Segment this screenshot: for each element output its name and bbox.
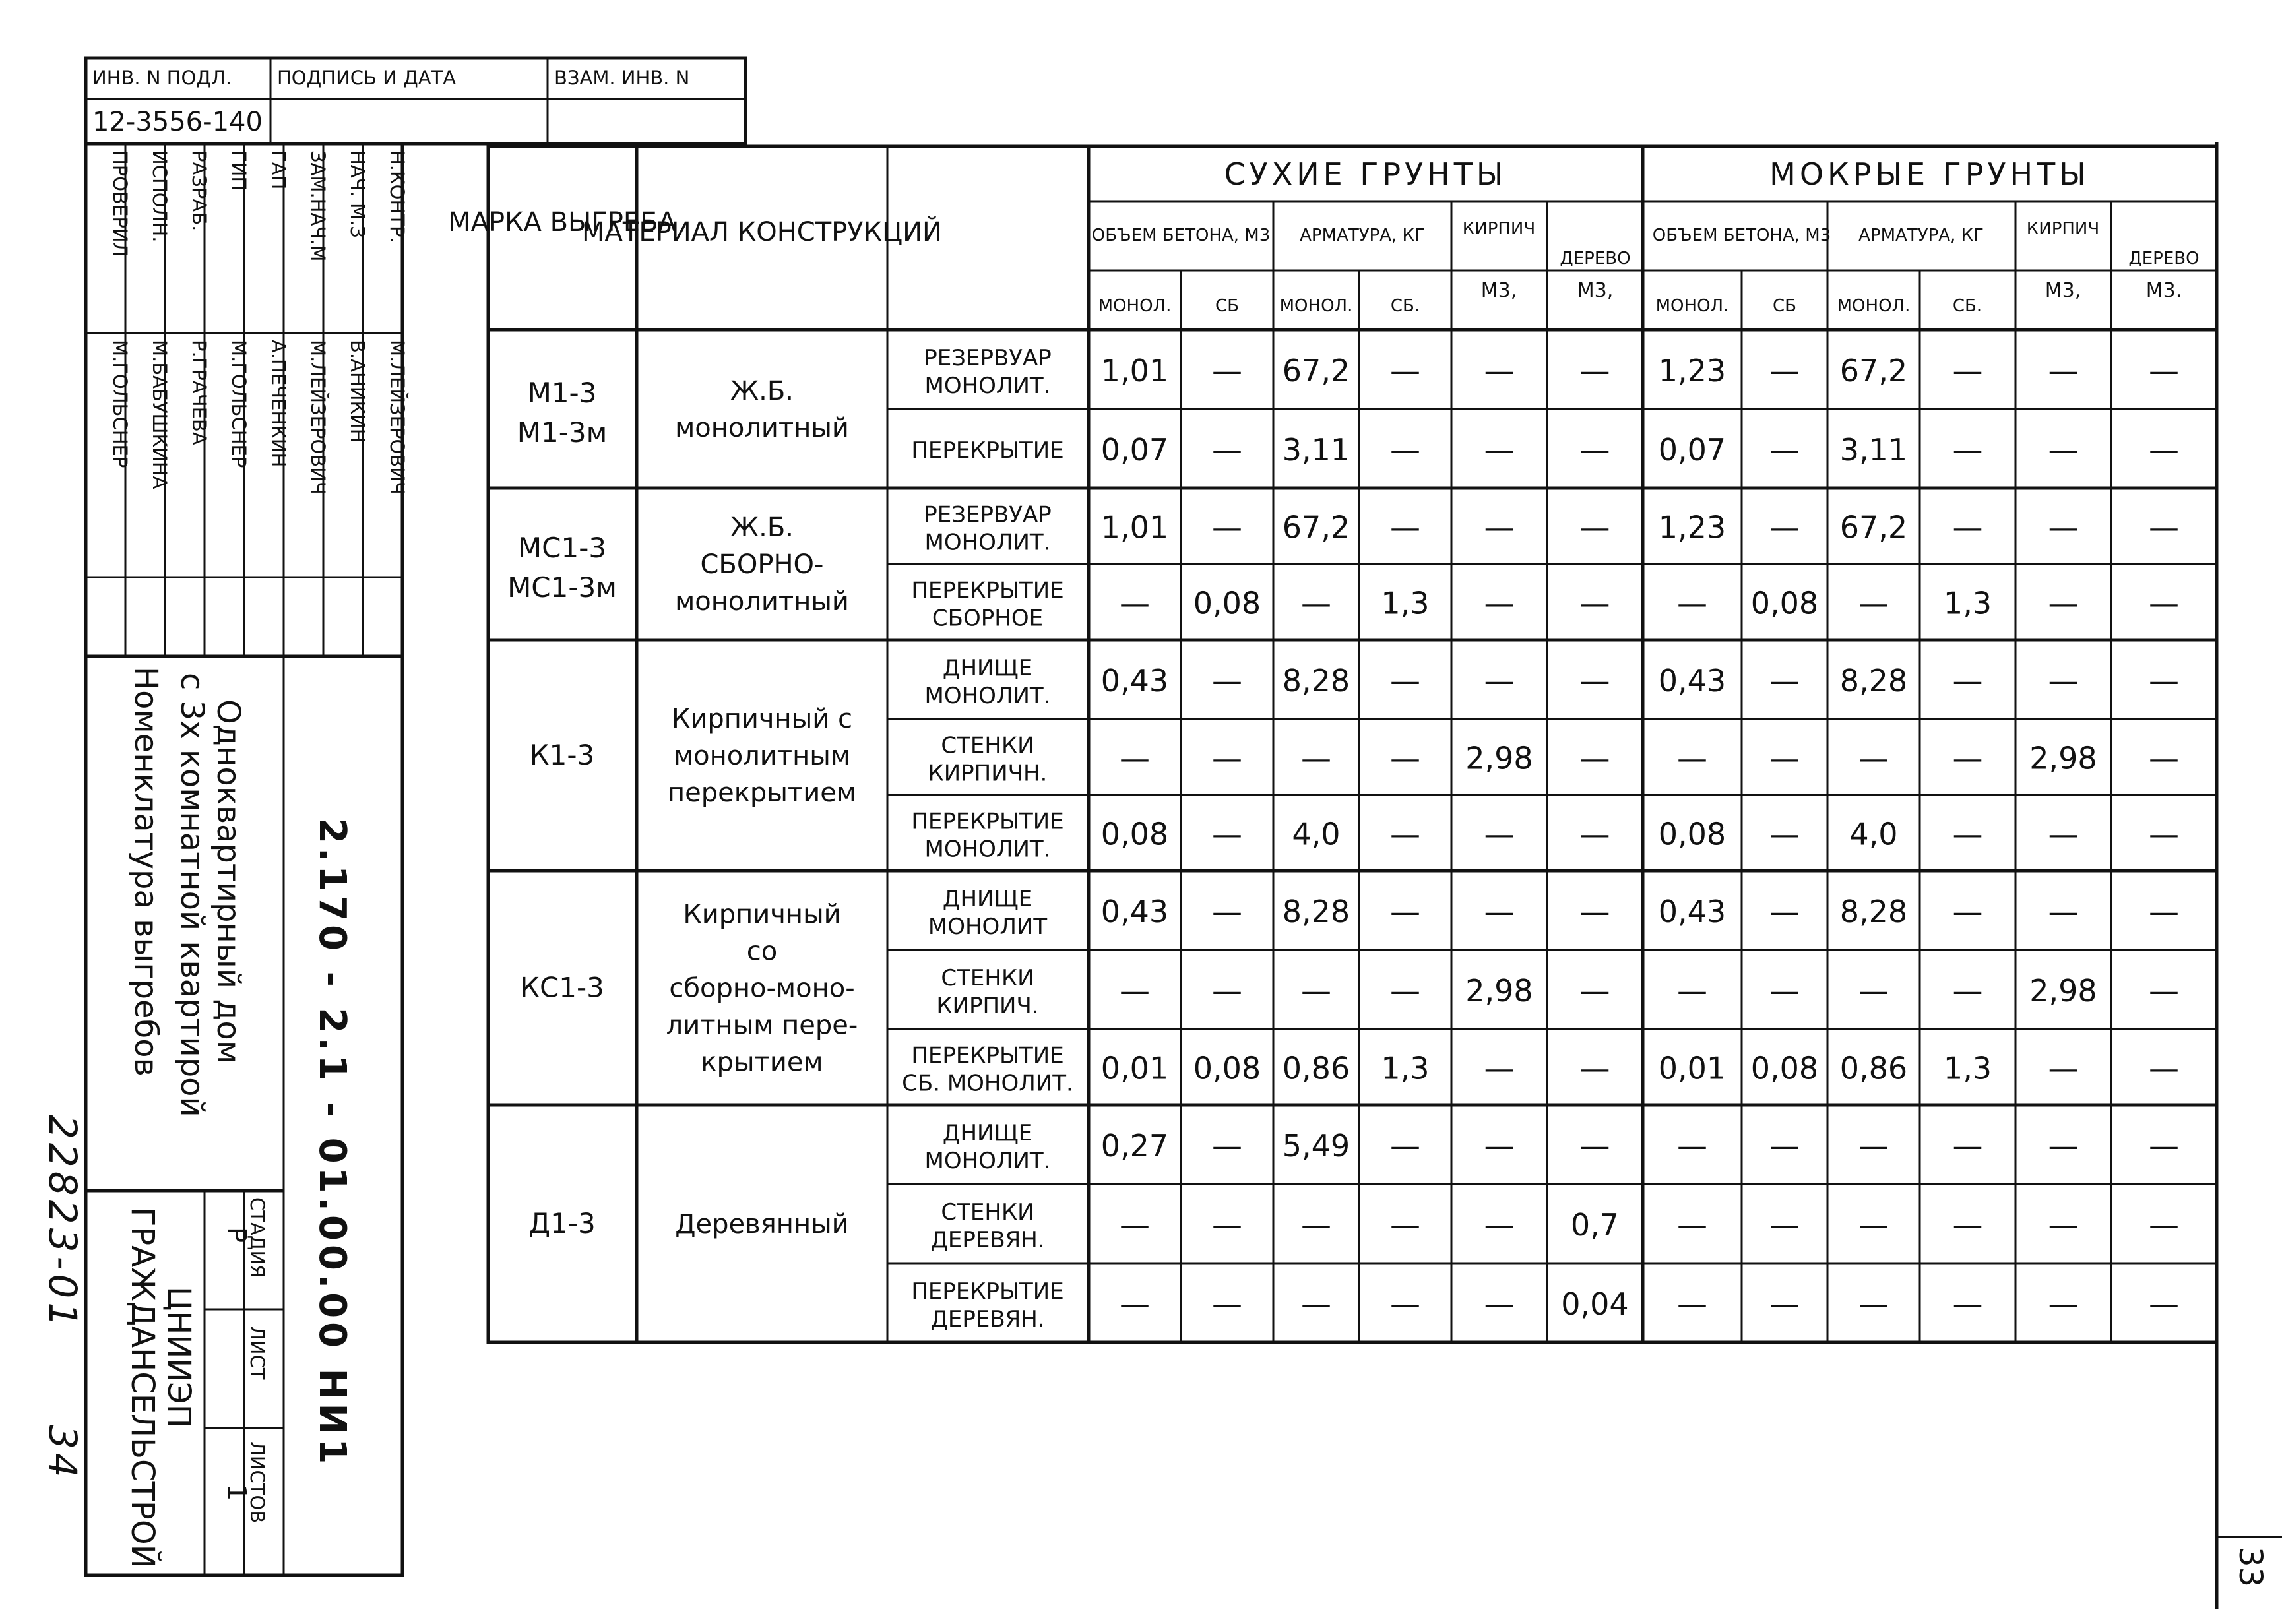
value-cell: —: [1301, 740, 1331, 776]
title-line-2: с 3х комнатной квартирой: [174, 673, 210, 1117]
value-cell: 8,28: [1282, 663, 1350, 699]
value-cell: —: [2048, 509, 2079, 546]
brick-unit: М3,: [1480, 279, 1517, 302]
material-text: СБОРНО-: [700, 549, 824, 580]
value-cell: —: [1952, 432, 1983, 468]
stamp-name: А.ПЕЧЕНКИН: [267, 340, 290, 468]
stamp-name: М.ГОЛЬСНЕР: [228, 340, 250, 468]
element-name: ПЕРЕКРЫТИЕ: [911, 577, 1064, 604]
value-cell: 1,01: [1100, 509, 1169, 546]
vzam-label: ВЗАМ. ИНВ. N: [554, 67, 690, 89]
material-text: литным пере-: [666, 1010, 858, 1041]
material-text: Кирпичный: [683, 899, 841, 930]
material-header: МАТЕРИАЛ КОНСТРУКЦИЙ: [582, 217, 942, 247]
mark-code: Д1-3: [528, 1207, 596, 1239]
value-cell: —: [1301, 1286, 1331, 1322]
element-name: СБОРНОЕ: [932, 605, 1044, 632]
element-name: МОНОЛИТ.: [924, 1148, 1051, 1174]
material-text: крытием: [701, 1047, 823, 1078]
value-cell: 1,23: [1658, 509, 1727, 546]
concrete-header: ОБЪЕМ БЕТОНА, М3: [1091, 226, 1271, 245]
material-text: Ж.Б.: [730, 376, 794, 406]
brick-header-wet: КИРПИЧ: [2026, 219, 2100, 239]
org-line-1: ЦНИИЭП: [160, 1286, 197, 1428]
value-cell: 0,04: [1561, 1286, 1629, 1322]
value-cell: —: [2048, 1286, 2079, 1322]
value-cell: —: [1484, 1207, 1515, 1243]
inv-number: 12-3556-140: [92, 107, 263, 137]
value-cell: —: [1301, 973, 1331, 1009]
value-cell: —: [1769, 894, 1800, 929]
element-name: ПЕРЕКРЫТИЕ: [911, 437, 1064, 464]
value-cell: 0,7: [1570, 1207, 1620, 1243]
element-name: ДЕРЕВЯН.: [930, 1306, 1045, 1332]
value-cell: —: [1579, 585, 1610, 621]
stamp-name: М.ЛЕЙЗЕРОВИЧ: [307, 340, 329, 495]
value-cell: —: [2149, 740, 2179, 776]
value-cell: 1,3: [1943, 1050, 1992, 1086]
element-name: КИРПИЧ.: [936, 993, 1039, 1019]
value-cell: —: [1120, 740, 1150, 776]
wood-unit-wet: М3.: [2145, 279, 2182, 302]
title-line-1: Однoквартирный дом: [210, 699, 247, 1065]
value-cell: 1,23: [1658, 353, 1727, 389]
value-cell: —: [2048, 1128, 2079, 1164]
value-cell: —: [1212, 353, 1242, 389]
subcolumn-header: СБ.: [1390, 296, 1420, 316]
element-name: СТЕНКИ: [941, 1199, 1034, 1226]
value-cell: —: [1120, 585, 1150, 621]
element-name: ПЕРЕКРЫТИЕ: [911, 1278, 1064, 1305]
mark-code: МС1-3м: [507, 571, 617, 604]
archive-page-text: 34: [40, 1425, 85, 1482]
dry-soil-header: СУХИЕ ГРУНТЫ: [1224, 156, 1507, 192]
value-cell: 0,86: [1282, 1050, 1350, 1086]
element-name: ПЕРЕКРЫТИЕ: [911, 1042, 1064, 1069]
value-cell: 2,98: [2029, 740, 2097, 776]
value-cell: 4,0: [1849, 816, 1898, 852]
value-cell: —: [2149, 1050, 2179, 1086]
value-cell: —: [1579, 509, 1610, 546]
sheets-value: 1: [221, 1484, 251, 1501]
subcolumn-header: СБ: [1215, 296, 1239, 316]
element-name: МОНОЛИТ.: [924, 836, 1051, 863]
value-cell: —: [1952, 1286, 1983, 1322]
org-line-2: ГРАЖДАНСЕЛЬСТРОЙ: [124, 1207, 161, 1569]
document-code: 2.170 - 2.1 - 01.00.00 НИ1: [311, 818, 354, 1468]
stamp-name: Р.ГРАЧЕВА: [188, 340, 210, 445]
value-cell: —: [1390, 894, 1420, 929]
value-cell: —: [1677, 740, 1707, 776]
material-text: со: [746, 936, 778, 967]
value-cell: 8,28: [1282, 894, 1350, 929]
value-cell: 0,08: [1193, 585, 1261, 621]
value-cell: 0,27: [1100, 1128, 1169, 1164]
value-cell: —: [1212, 509, 1242, 546]
value-cell: —: [1390, 663, 1420, 699]
element-name: КИРПИЧН.: [928, 760, 1048, 787]
value-cell: —: [1952, 509, 1983, 546]
material-text: монолитным: [673, 741, 851, 771]
value-cell: —: [1120, 1207, 1150, 1243]
value-cell: —: [1212, 1128, 1242, 1164]
value-cell: —: [2149, 509, 2179, 546]
value-cell: —: [1677, 1207, 1707, 1243]
subcolumn-header: МОНОЛ.: [1655, 296, 1729, 316]
value-cell: 0,08: [1100, 816, 1169, 852]
stamp-name: М.БАБУШКИНА: [148, 340, 171, 489]
value-cell: —: [1769, 353, 1800, 389]
value-cell: —: [1120, 1286, 1150, 1322]
value-cell: 0,86: [1839, 1050, 1908, 1086]
inventory-stamp: [86, 58, 745, 144]
value-cell: —: [1212, 1286, 1242, 1322]
subcolumn-header: СБ: [1773, 296, 1796, 316]
material-text: Ж.Б.: [730, 513, 794, 543]
value-cell: 1,3: [1381, 1050, 1430, 1086]
value-cell: —: [2149, 353, 2179, 389]
value-cell: —: [2149, 1286, 2179, 1322]
element-name: ДНИЩЕ: [942, 1120, 1033, 1146]
value-cell: —: [1390, 509, 1420, 546]
value-cell: —: [1952, 663, 1983, 699]
value-cell: 0,43: [1100, 663, 1169, 699]
value-cell: 67,2: [1282, 509, 1350, 546]
stamp-name: М.ЛЕЙЗЕРОВИЧ: [386, 340, 408, 495]
value-cell: —: [1952, 894, 1983, 929]
brick-header: КИРПИЧ: [1462, 219, 1536, 239]
value-cell: —: [1677, 1286, 1707, 1322]
element-name: ДНИЩЕ: [942, 886, 1033, 912]
title-line-3: Номенклатура выгребов: [127, 666, 164, 1077]
value-cell: —: [1484, 509, 1515, 546]
value-cell: —: [1484, 1050, 1515, 1086]
value-cell: —: [1579, 663, 1610, 699]
value-cell: 0,08: [1193, 1050, 1261, 1086]
title-block: [86, 144, 408, 1575]
value-cell: —: [1677, 585, 1707, 621]
mark-code: МС1-3: [517, 532, 607, 564]
value-cell: —: [1769, 1128, 1800, 1164]
mark-code: М1-3: [527, 377, 597, 409]
value-cell: 67,2: [1839, 353, 1908, 389]
mark-code: К1-3: [529, 739, 595, 771]
value-cell: 8,28: [1839, 894, 1908, 929]
value-cell: —: [2149, 816, 2179, 852]
value-cell: 5,49: [1282, 1128, 1350, 1164]
archive-number-text: 22823-01: [40, 1115, 85, 1331]
wood-header-wet: ДЕРЕВО: [2128, 249, 2200, 268]
element-name: МОНОЛИТ.: [924, 529, 1051, 556]
value-cell: —: [1301, 585, 1331, 621]
concrete-header-wet: ОБЪЕМ БЕТОНА, М3: [1652, 226, 1831, 245]
mark-code: КС1-3: [520, 971, 604, 1004]
stage-value: Р: [221, 1227, 251, 1243]
value-cell: —: [1390, 1207, 1420, 1243]
material-text: перекрытием: [668, 778, 856, 808]
stamp-name: М.ГОЛЬСНЕР: [109, 340, 131, 468]
archive-number: [40, 1115, 85, 1482]
element-name: СБ. МОНОЛИТ.: [902, 1070, 1073, 1097]
value-cell: 2,98: [2029, 973, 2097, 1009]
value-cell: —: [2048, 353, 2079, 389]
value-cell: —: [1390, 353, 1420, 389]
stage-label: СТАДИЯ: [246, 1197, 269, 1278]
value-cell: —: [1858, 740, 1889, 776]
stamp-role: ЗАМ.НАЧ.М: [307, 150, 329, 262]
value-cell: —: [1390, 973, 1420, 1009]
value-cell: —: [1858, 973, 1889, 1009]
value-cell: —: [1579, 1050, 1610, 1086]
value-cell: 0,07: [1100, 432, 1169, 468]
value-cell: —: [2149, 663, 2179, 699]
value-cell: 3,11: [1282, 432, 1350, 468]
value-cell: —: [1484, 432, 1515, 468]
value-cell: —: [1390, 1128, 1420, 1164]
value-cell: —: [1212, 663, 1242, 699]
page-number: 33: [2232, 1547, 2269, 1588]
element-name: СТЕНКИ: [941, 732, 1034, 759]
value-cell: —: [1212, 894, 1242, 929]
value-cell: —: [2149, 585, 2179, 621]
value-cell: 2,98: [1465, 740, 1533, 776]
value-cell: —: [1579, 816, 1610, 852]
value-cell: —: [1484, 663, 1515, 699]
sign-label: ПОДПИСЬ И ДАТА: [277, 67, 457, 89]
value-cell: —: [1769, 740, 1800, 776]
value-cell: —: [2048, 585, 2079, 621]
element-name: СТЕНКИ: [941, 965, 1034, 991]
value-cell: —: [2149, 894, 2179, 929]
subcolumn-header: МОНОЛ.: [1279, 296, 1353, 316]
value-cell: —: [1484, 585, 1515, 621]
value-cell: —: [1579, 894, 1610, 929]
material-text: сборно-моно-: [669, 973, 855, 1004]
subcolumn-header: МОНОЛ.: [1098, 296, 1172, 316]
value-cell: 67,2: [1839, 509, 1908, 546]
element-name: РЕЗЕРВУАР: [924, 345, 1052, 371]
sheet-label: ЛИСТ: [246, 1326, 269, 1380]
rebar-header-wet: АРМАТУРА, КГ: [1858, 226, 1984, 245]
value-cell: —: [1769, 973, 1800, 1009]
value-cell: —: [1579, 432, 1610, 468]
material-text: монолитный: [675, 413, 849, 443]
material-text: Деревянный: [675, 1209, 849, 1239]
value-cell: —: [1952, 353, 1983, 389]
value-cell: —: [1301, 1207, 1331, 1243]
wet-soil-header: МОКРЫЕ ГРУНТЫ: [1769, 156, 2090, 192]
value-cell: 8,28: [1839, 663, 1908, 699]
stamp-role: ИСПОЛН.: [148, 150, 171, 243]
value-cell: —: [1952, 816, 1983, 852]
inv-label: ИНВ. N ПОДЛ.: [92, 67, 232, 89]
value-cell: 1,01: [1100, 353, 1169, 389]
sheets-label: ЛИСТОВ: [246, 1441, 269, 1524]
value-cell: —: [1484, 894, 1515, 929]
value-cell: —: [2048, 1207, 2079, 1243]
value-cell: 0,08: [1750, 585, 1819, 621]
stamp-role: ПРОВЕРИЛ: [109, 150, 131, 257]
value-cell: 0,43: [1658, 894, 1727, 929]
value-cell: 3,11: [1839, 432, 1908, 468]
value-cell: —: [1212, 816, 1242, 852]
value-cell: —: [2048, 1050, 2079, 1086]
wood-unit: М3,: [1577, 279, 1614, 302]
mark-header: МАРКА ВЫГРЕБА: [448, 207, 676, 237]
element-name: ДЕРЕВЯН.: [930, 1227, 1045, 1253]
value-cell: 1,3: [1381, 585, 1430, 621]
value-cell: —: [1484, 353, 1515, 389]
element-name: ПЕРЕКРЫТИЕ: [911, 808, 1064, 835]
stamp-name: В.АНИКИН: [346, 340, 369, 443]
value-cell: —: [1677, 1128, 1707, 1164]
value-cell: 0,08: [1750, 1050, 1819, 1086]
value-cell: —: [1579, 353, 1610, 389]
value-cell: —: [1390, 432, 1420, 468]
value-cell: 0,43: [1658, 663, 1727, 699]
value-cell: —: [1579, 1128, 1610, 1164]
value-cell: —: [1952, 1207, 1983, 1243]
value-cell: —: [1390, 740, 1420, 776]
value-cell: —: [1212, 432, 1242, 468]
wood-header: ДЕРЕВО: [1560, 249, 1631, 268]
value-cell: —: [2149, 432, 2179, 468]
value-cell: —: [1769, 663, 1800, 699]
element-name: МОНОЛИТ: [928, 914, 1048, 940]
value-cell: —: [1579, 740, 1610, 776]
value-cell: —: [1390, 816, 1420, 852]
value-cell: —: [2149, 1207, 2179, 1243]
value-cell: —: [1858, 585, 1889, 621]
value-cell: —: [1858, 1128, 1889, 1164]
element-name: ДНИЩЕ: [942, 655, 1033, 681]
value-cell: —: [1212, 740, 1242, 776]
element-name: МОНОЛИТ.: [924, 373, 1051, 399]
value-cell: —: [1484, 1128, 1515, 1164]
value-cell: —: [2048, 663, 2079, 699]
value-cell: 1,3: [1943, 585, 1992, 621]
value-cell: 67,2: [1282, 353, 1350, 389]
stamp-role: НАЧ. М.З: [346, 150, 369, 238]
value-cell: —: [1769, 1286, 1800, 1322]
value-cell: —: [1858, 1286, 1889, 1322]
value-cell: —: [2149, 973, 2179, 1009]
value-cell: 4,0: [1292, 816, 1341, 852]
value-cell: —: [1952, 973, 1983, 1009]
value-cell: —: [2149, 1128, 2179, 1164]
rebar-header: АРМАТУРА, КГ: [1300, 226, 1425, 245]
value-cell: —: [1212, 1207, 1242, 1243]
value-cell: 0,01: [1100, 1050, 1169, 1086]
material-text: монолитный: [675, 586, 849, 617]
value-cell: —: [1212, 973, 1242, 1009]
value-cell: —: [1769, 816, 1800, 852]
value-cell: —: [1952, 740, 1983, 776]
value-cell: —: [1769, 509, 1800, 546]
value-cell: —: [2048, 816, 2079, 852]
value-cell: —: [1858, 1207, 1889, 1243]
subcolumn-header: СБ.: [1952, 296, 1982, 316]
element-name: РЕЗЕРВУАР: [924, 501, 1052, 528]
value-cell: 2,98: [1465, 973, 1533, 1009]
mark-code: М1-3м: [517, 416, 608, 449]
material-text: Кирпичный с: [671, 704, 853, 734]
stamp-role: ГИП: [228, 150, 250, 191]
value-cell: —: [1484, 1286, 1515, 1322]
value-cell: —: [1484, 816, 1515, 852]
stamp-role: РАЗРАБ.: [188, 150, 210, 232]
value-cell: —: [1120, 973, 1150, 1009]
subcolumn-header: МОНОЛ.: [1837, 296, 1911, 316]
nomenclature-table: [448, 146, 2217, 1342]
stamp-role: Н.КОНТР.: [386, 150, 408, 243]
value-cell: —: [1579, 973, 1610, 1009]
value-cell: —: [1769, 432, 1800, 468]
stamp-role: ГАП: [267, 150, 290, 190]
element-name: МОНОЛИТ.: [924, 683, 1051, 709]
value-cell: —: [1677, 973, 1707, 1009]
brick-unit-wet: М3,: [2044, 279, 2081, 302]
value-cell: —: [1390, 1286, 1420, 1322]
value-cell: —: [1769, 1207, 1800, 1243]
value-cell: 0,07: [1658, 432, 1727, 468]
value-cell: 0,08: [1658, 816, 1727, 852]
value-cell: —: [2048, 894, 2079, 929]
value-cell: 0,01: [1658, 1050, 1727, 1086]
value-cell: —: [2048, 432, 2079, 468]
value-cell: —: [1952, 1128, 1983, 1164]
value-cell: 0,43: [1100, 894, 1169, 929]
